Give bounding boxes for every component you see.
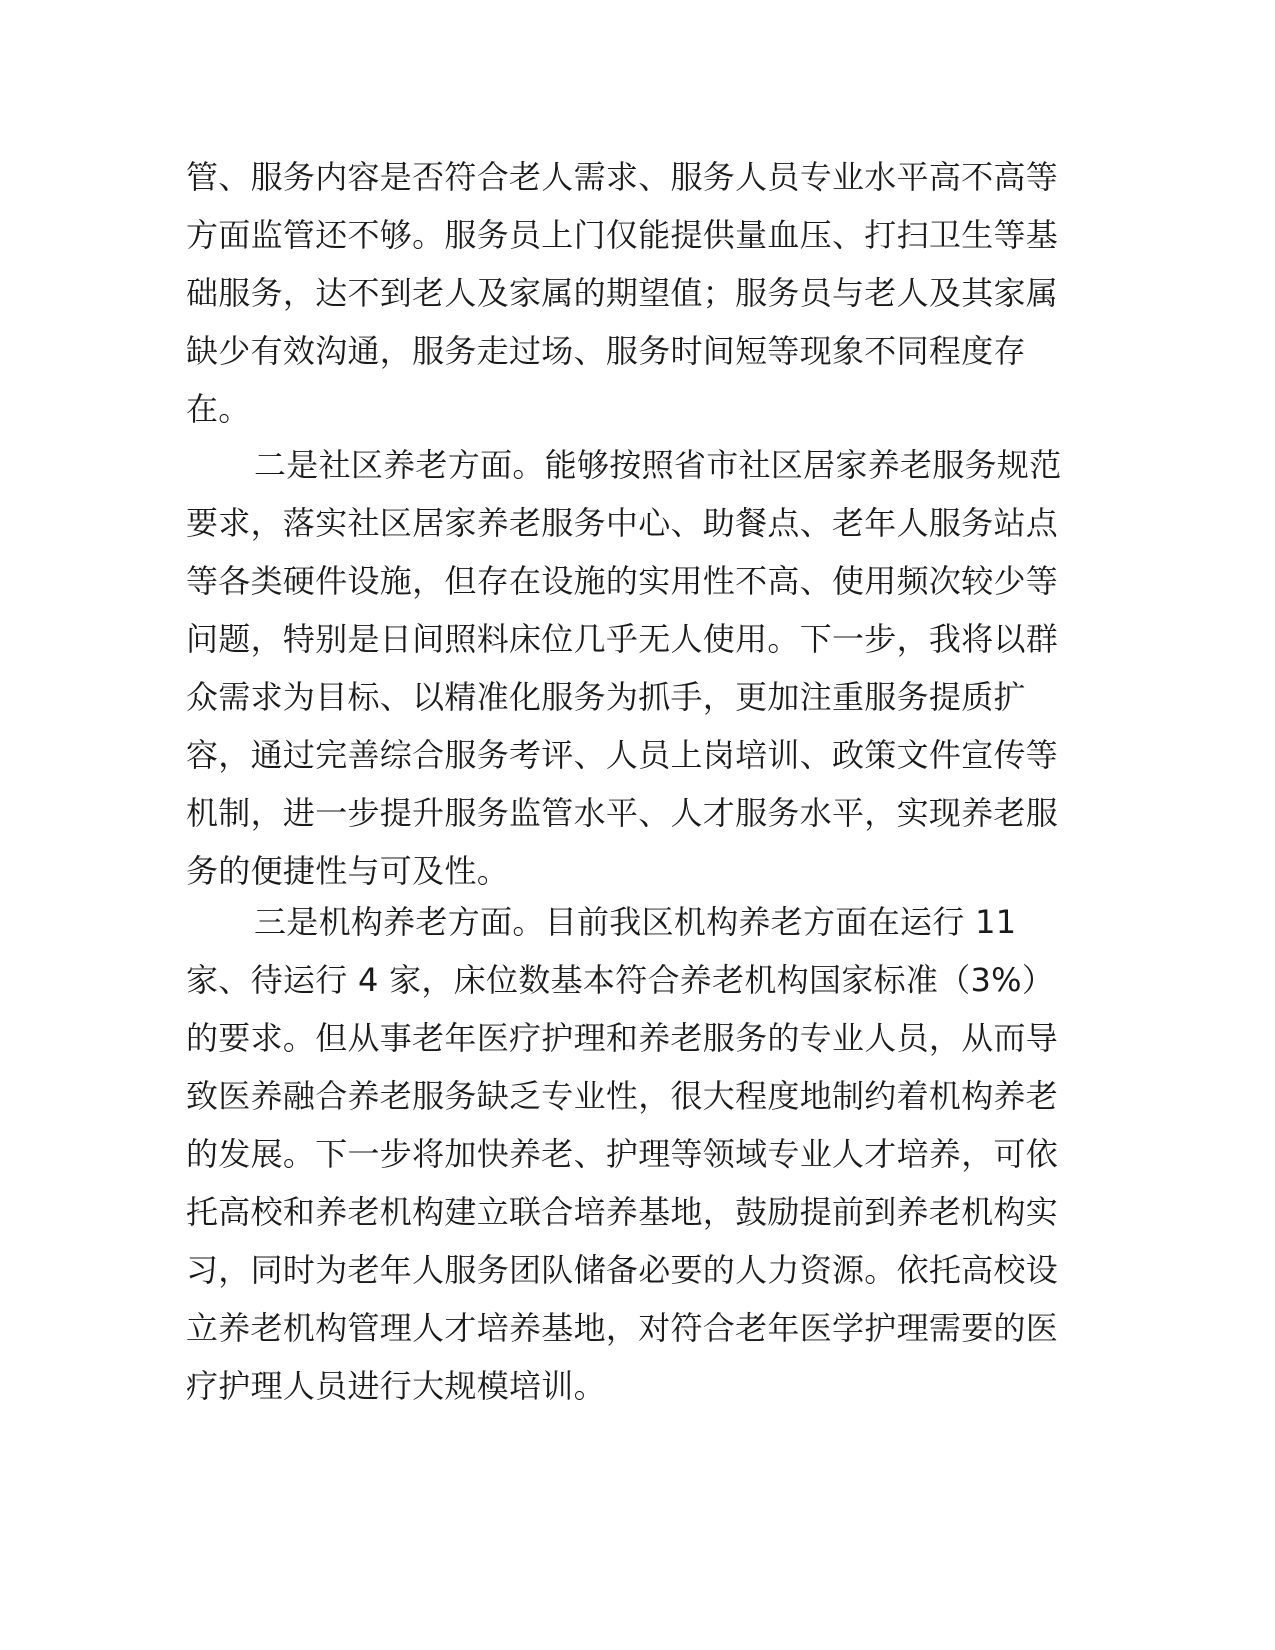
paragraph-line: 立养老机构管理人才培养基地，对符合老年医学护理需要的医 — [186, 1309, 1059, 1347]
paragraph-community-elderly-care — [186, 436, 1091, 900]
paragraph-line: 方面监管还不够。服务员上门仅能提供量血压、打扫卫生等基 — [186, 216, 1059, 254]
paragraph-line: 在。 — [186, 390, 251, 428]
paragraph-line: 疗护理人员进行大规模培训。 — [186, 1367, 606, 1405]
paragraph-line: 众需求为目标、以精准化服务为抓手，更加注重服务提质扩 — [186, 678, 1026, 716]
paragraph-line: 问题，特别是日间照料床位几乎无人使用。下一步，我将以群 — [186, 620, 1059, 658]
paragraph-continuation — [186, 148, 1091, 438]
paragraph-line: 托高校和养老机构建立联合培养基地，鼓励提前到养老机构实 — [186, 1193, 1059, 1231]
paragraph-line: 三是机构养老方面。目前我区机构养老方面在运行 11 — [254, 903, 1017, 941]
paragraph-institutional-elderly-care — [186, 893, 1091, 1415]
paragraph-line: 缺少有效沟通，服务走过场、服务时间短等现象不同程度存 — [186, 332, 1026, 370]
paragraph-line: 管、服务内容是否符合老人需求、服务人员专业水平高不高等 — [186, 158, 1059, 196]
paragraph-line: 习，同时为老年人服务团队储备必要的人力资源。依托高校设 — [186, 1251, 1059, 1289]
paragraph-line: 容，通过完善综合服务考评、人员上岗培训、政策文件宣传等 — [186, 736, 1059, 774]
paragraph-line: 要求，落实社区居家养老服务中心、助餐点、老年人服务站点 — [186, 504, 1059, 542]
paragraph-line: 机制，进一步提升服务监管水平、人才服务水平，实现养老服 — [186, 794, 1059, 832]
paragraph-line: 的发展。下一步将加快养老、护理等领域专业人才培养，可依 — [186, 1135, 1059, 1173]
paragraph-line: 务的便捷性与可及性。 — [186, 852, 510, 890]
paragraph-line: 等各类硬件设施，但存在设施的实用性不高、使用频次较少等 — [186, 562, 1059, 600]
paragraph-line: 家、待运行 4 家，床位数基本符合养老机构国家标准（3%） — [186, 961, 1055, 999]
paragraph-line: 础服务，达不到老人及家属的期望值；服务员与老人及其家属 — [186, 274, 1059, 312]
paragraph-line: 二是社区养老方面。能够按照省市社区居家养老服务规范 — [254, 446, 1062, 484]
paragraph-line: 的要求。但从事老年医疗护理和养老服务的专业人员，从而导 — [186, 1019, 1059, 1057]
paragraph-line: 致医养融合养老服务缺乏专业性，很大程度地制约着机构养老 — [186, 1077, 1059, 1115]
